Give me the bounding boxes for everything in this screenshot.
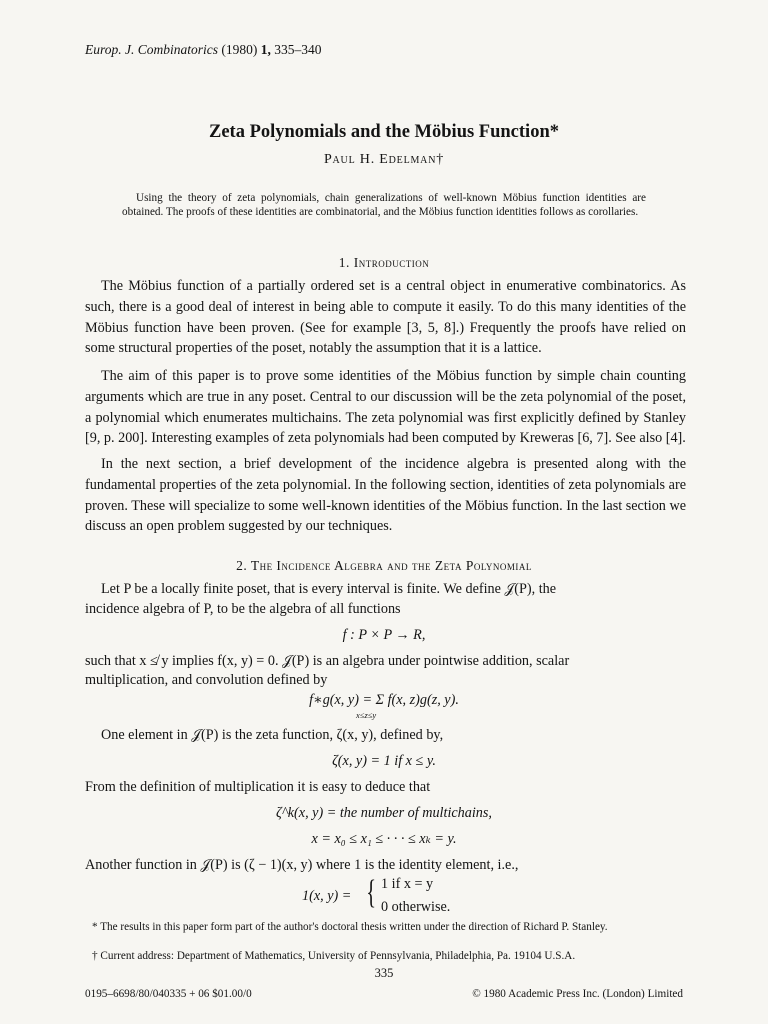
sec2-line-4: multiplication, and convolution defined by (85, 672, 328, 688)
equation-function-domain: f : P × P → R, (342, 627, 426, 643)
equation-convolution (0, 692, 768, 720)
equation-convolution-body: f∗g(x, y) = Σ f(x, z)g(z, y). (309, 692, 459, 708)
sec2-line-5: One element in 𝒥(P) is the zeta function, ζ(x, y), defined by, (101, 727, 444, 743)
identity-case-2: 0 otherwise. (381, 899, 451, 915)
paper-author: Paul H. Edelman† (323, 152, 445, 167)
identity-case-1: 1 if x = y (381, 876, 434, 892)
sec2-line-1: Let P be a locally finite poset, that is every interval is finite. We define 𝒥(P), the (101, 581, 557, 597)
journal-year: (1980) (221, 42, 258, 57)
paper-title: Zeta Polynomials and the Möbius Function* (208, 122, 559, 142)
brace-icon: { (366, 874, 377, 911)
article-code: 0195–6698/80/040335 + 06 $01.00/0 (85, 988, 252, 1000)
sec2-line-7: Another function in 𝒥(P) is (ζ − 1)(x, y) where 1 is the identity element, i.e., (85, 857, 519, 873)
equation-multichains: ζ^k(x, y) = the number of multichains, (276, 805, 492, 821)
footnote-star: * The results in this paper form part of the author's doctoral thesis written under the direction of Richard P. Stanley. (92, 921, 608, 933)
equation-convolution-subscript: x≤z≤y (356, 710, 377, 720)
equation-chain: x = x₀ ≤ x₁ ≤ · · · ≤ xₖ = y. (311, 831, 457, 847)
sec2-line-3: such that x ≰ y implies f(x, y) = 0. 𝒥(P) is an algebra under pointwise addition, scalar (85, 653, 570, 669)
copyright: © 1980 Academic Press Inc. (London) Limited (472, 988, 683, 1000)
journal-name: Europ. J. Combinatorics (85, 42, 218, 57)
equation-zeta: ζ(x, y) = 1 if x ≤ y. (332, 753, 436, 769)
journal-citation (85, 42, 322, 58)
page-number: 335 (374, 966, 394, 980)
section-2-heading: 2. The Incidence Algebra and the Zeta Polynomial (236, 558, 532, 573)
sec2-line-6: From the definition of multiplication it is easy to deduce that (85, 779, 431, 795)
intro-paragraph-1: The Möbius function of a partially ordered set is a central object in enumerative combinatorics. As such, there is a good deal of interest in being able to compute it easily. To do this many identities of the Möbius function have been proven. (See for example [3, 5, 8].) Frequently the proofs have relied on some structural properties of the poset, notably the assumption that it is a lattice. (85, 278, 686, 357)
identity-lhs: 1(x, y) = (302, 888, 352, 904)
journal-volume: 1, (260, 42, 271, 57)
journal-pages: 335–340 (274, 42, 322, 57)
intro-paragraph-3: In the next section, a brief development of the incidence algebra is presented along with the fundamental properties of the zeta polynomial. In the following section, identities of zeta polynomials are proven. These will specialize to some well-known identities of the Möbius function. In the last section we discuss an open problem suggested by our techniques. (85, 456, 686, 535)
sec2-line-2: incidence algebra of P, to be the algebra of all functions (85, 601, 401, 617)
section-1-heading: 1. Introduction (338, 255, 430, 270)
footnote-dagger: † Current address: Department of Mathematics, University of Pennsylvania, Philadelphia, Pa. 19104 U.S.A. (92, 950, 576, 962)
intro-paragraph-2: The aim of this paper is to prove some identities of the Möbius function by simple chain counting arguments which are true in any poset. Central to our discussion will be the zeta polynomial of the poset, a polynomial which enumerates multichains. The zeta polynomial was first explicitly defined by Stanley [9, p. 200]. Interesting examples of zeta polynomials had been computed by Kreweras [6, 7]. See also [4]. (85, 368, 686, 447)
abstract: Using the theory of zeta polynomials, chain generalizations of well-known Möbius function identities are obtained. The proofs of these identities are combinatorial, and the Möbius function identities follows as corollaries. (122, 192, 646, 218)
